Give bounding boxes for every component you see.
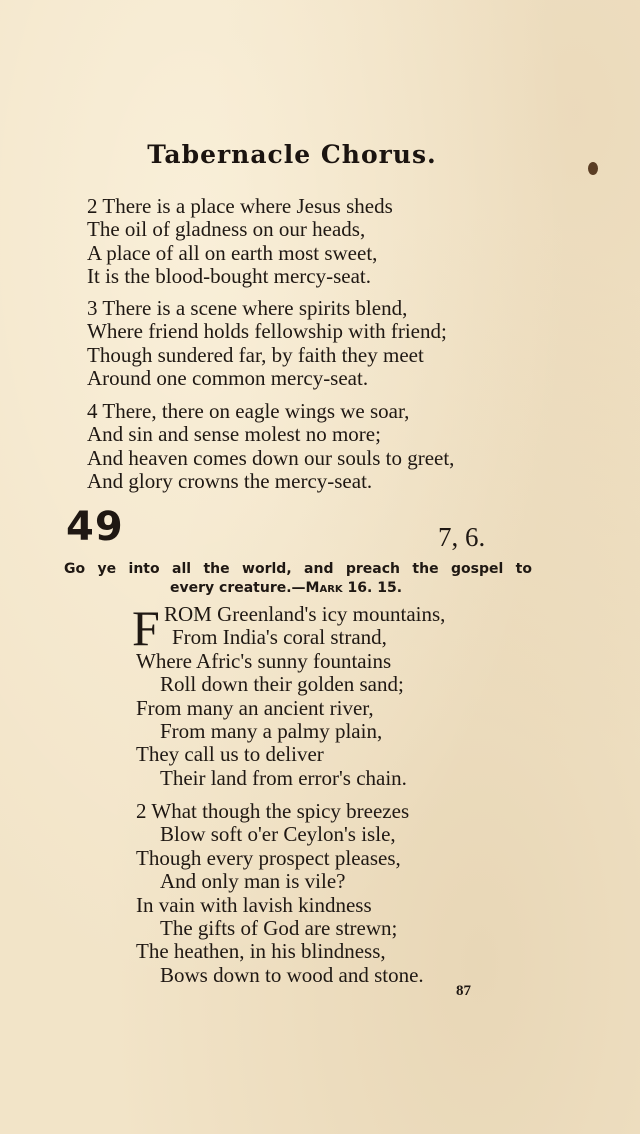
drop-cap: F [132,600,160,656]
verse-line: ROM Greenland's icy mountains, [164,602,446,626]
verse-line: From many an ancient river, [136,695,374,720]
verse-line: They call us to deliver [136,742,324,767]
hymn-number: 49 [66,504,124,550]
scripture-reference: Mark 16. 15. [305,580,403,596]
verse-line: And glory crowns the mercy-seat. [87,469,373,494]
epigraph-line: Go ye into all the world, and preach the gospel to [64,561,532,577]
verse-line: Where friend holds fellowship with friend; [87,319,447,344]
verse-line: And heaven comes down our souls to greet, [87,445,455,470]
verse-line: The heathen, in his blindness, [136,939,386,964]
prev-hymn-stanza-4 [87,400,454,494]
verse-line: From many a palmy plain, [160,719,383,744]
epigraph-line [64,579,532,598]
verse-line: The oil of gladness on our heads, [87,217,366,242]
verse-line: Where Afric's sunny fountains [136,648,392,673]
ink-speck [588,162,598,175]
hymn-stanza-2 [136,800,424,987]
scripture-epigraph [64,560,532,598]
verse-line: Blow soft o'er Ceylon's isle, [160,822,396,847]
prev-hymn-stanza-3 [87,297,447,391]
verse-line: Their land from error's chain. [160,765,407,790]
verse-line: Though every prospect pleases, [136,845,401,870]
verse-line: Roll down their golden sand; [160,672,404,697]
page-number: 87 [456,983,471,999]
verse-line: 2 What though the spicy breezes [136,799,410,823]
verse-line: 4 There, there on eagle wings we soar, [87,399,410,423]
epigraph-text: every creature.— [170,580,306,596]
verse-line: In vain with lavish kindness [136,892,372,917]
hymn-stanza-1 [136,603,445,790]
verse-line: Bows down to wood and stone. [160,962,424,987]
verse-line: Around one common mercy-seat. [87,366,369,391]
running-head: Tabernacle Chorus. [147,140,437,169]
verse-line: It is the blood-bought mercy-seat. [87,264,372,289]
hymn-meter: 7, 6. [438,522,486,552]
verse-line: And only man is vile? [160,869,346,894]
verse-line: From India's coral strand, [172,625,387,650]
verse-line: Though sundered far, by faith they meet [87,342,424,367]
verse-line: The gifts of God are strewn; [160,916,398,941]
prev-hymn-stanza-2 [87,195,393,289]
verse-line: A place of all on earth most sweet, [87,240,378,265]
verse-line: And sin and sense molest no more; [87,422,381,447]
verse-line: 2 There is a place where Jesus sheds [87,194,393,218]
verse-line: 3 There is a scene where spirits blend, [87,296,408,320]
